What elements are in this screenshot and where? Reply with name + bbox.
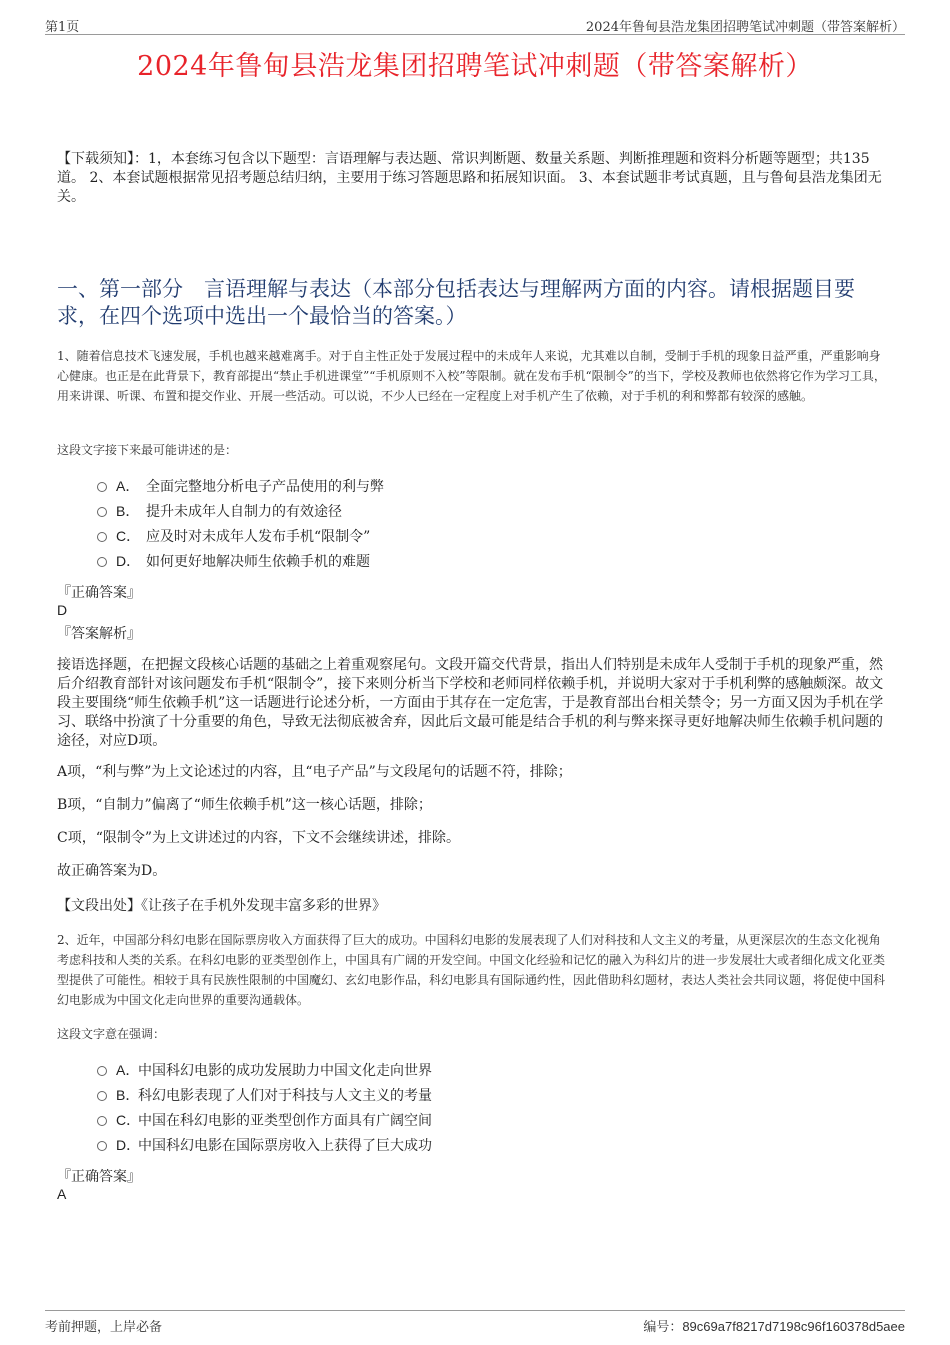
analysis-label: 『答案解析』 — [57, 626, 141, 642]
radio-icon[interactable] — [97, 532, 107, 542]
option-text: 中国在科幻电影的亚类型创作方面具有广阔空间 — [138, 1112, 432, 1129]
answer-label: 『正确答案』 — [57, 1169, 141, 1185]
option-text: 中国科幻电影的成功发展助力中国文化走向世界 — [138, 1062, 432, 1079]
question-2-options — [97, 1057, 432, 1157]
page-title: 2024年鲁甸县浩龙集团招聘笔试冲刺题（带答案解析） — [137, 51, 813, 82]
answer-value: A — [57, 1186, 67, 1202]
option-letter: B． — [116, 502, 140, 519]
analysis-paragraph: 接语选择题，在把握文段核心话题的基础之上着重观察尾句。文段开篇交代背景，指出人们特别是未成年人受制于手机的现象严重，然后介绍教育部针对该问题发布手机“限制令”，接下来则分析当下学校和老师同样依赖手机，并说明大家对于手机利弊的感触颇深。故文段主要围绕“师生依赖手机”这一话题进行论述分析，一方面由于其存在一定危害，于是教育部出台相关禁令；另一方面又因为手机在学习、联络中扮演了十分重要的角色，导致无法彻底被舍弃，因此后文最可能是结合手机的利与弊来探寻更好地解决师生依赖手机问题的途径，对应D项。 — [57, 657, 884, 749]
option-text: 科幻电影表现了人们对于科技与人文主义的考量 — [138, 1087, 432, 1104]
option-letter: B． — [116, 1086, 140, 1103]
section-title: 一、第一部分 言语理解与表达（本部分包括表达与理解两方面的内容。请根据题目要求，在四个选项中选出一个最恰当的答案。） — [57, 277, 855, 328]
page-header — [45, 14, 905, 35]
option-letter: D． — [116, 552, 141, 569]
option-c[interactable] — [97, 523, 384, 548]
radio-icon[interactable] — [97, 1091, 107, 1101]
option-text: 全面完整地分析电子产品使用的利与弊 — [146, 478, 384, 495]
document-code — [643, 1316, 905, 1335]
option-text: 中国科幻电影在国际票房收入上获得了巨大成功 — [138, 1137, 432, 1154]
option-letter: C． — [116, 527, 141, 544]
option-b[interactable] — [97, 1082, 432, 1107]
code-label: 编号： — [643, 1320, 683, 1335]
radio-icon[interactable] — [97, 1116, 107, 1126]
option-text: 应及时对未成年人发布手机“限制令” — [146, 528, 371, 545]
radio-icon[interactable] — [97, 557, 107, 567]
option-letter: C． — [116, 1111, 141, 1128]
analysis-option-c: C项，“限制令”为上文讲述过的内容，下文不会继续讲述，排除。 — [57, 830, 461, 846]
option-c[interactable] — [97, 1107, 432, 1132]
footer-slogan: 考前押题，上岸必备 — [45, 1320, 163, 1335]
option-b[interactable] — [97, 498, 384, 523]
analysis-option-b: B项，“自制力”偏离了“师生依赖手机”这一核心话题，排除； — [57, 797, 432, 813]
question-1-options — [97, 473, 384, 573]
source-citation: 【文段出处】《让孩子在手机外发现丰富多彩的世界》 — [57, 898, 386, 914]
analysis-option-a: A项，“利与弊”为上文论述过的内容，且“电子产品”与文段尾句的话题不符，排除； — [57, 764, 572, 780]
question-1-prompt: 这段文字接下来最可能讲述的是： — [57, 443, 238, 457]
radio-icon[interactable] — [97, 1141, 107, 1151]
option-letter: D． — [116, 1136, 141, 1153]
option-d[interactable] — [97, 548, 384, 573]
radio-icon[interactable] — [97, 482, 107, 492]
question-1-stem: 1、随着信息技术飞速发展，手机也越来越难离手。对于自主性正处于发展过程中的未成年人来说，尤其难以自制，受制于手机的现象日益严重，严重影响身心健康。也正是在此背景下，教育部提出“禁止手机进课堂”“手机原则不入校”等限制。就在发布手机“限制令”的当下，学校及教师也依然将它作为学习工具，用来讲课、听课、布置和提交作业、开展一些活动。可以说，不少人已经在一定程度上对手机产生了依赖，对于手机的利和弊都有较深的感触。 — [57, 349, 886, 403]
radio-icon[interactable] — [97, 1066, 107, 1076]
answer-value: D — [57, 602, 68, 618]
download-notice: 【下载须知】：1，本套练习包含以下题型：言语理解与表达题、常识判断题、数量关系题、判断推理题和资料分析题等题型；共135道。 2、本套试题根据常见招考题总结归纳，主要用于练习答题思路和拓展知识面。 3、本套试题非考试真题，且与鲁甸县浩龙集团无关。 — [57, 151, 882, 205]
answer-label: 『正确答案』 — [57, 585, 141, 601]
question-2-stem: 2、近年，中国部分科幻电影在国际票房收入方面获得了巨大的成功。中国科幻电影的发展表现了人们对科技和人文主义的考量，从更深层次的生态文化视角考虑科技和人类的关系。在科幻电影的亚类型创作上，中国具有广阔的开发空间。中国文化经验和记忆的融入为科幻片的进一步发展壮大或者细化成文化亚类型提供了可能性。相较于具有民族性限制的中国魔幻、玄幻电影作品，科幻电影具有国际通约性，因此借助科幻题材，表达人类社会共同议题，将促使中国科幻电影成为中国文化走向世界的重要沟通载体。 — [57, 933, 886, 1007]
header-doc-title: 2024年鲁甸县浩龙集团招聘笔试冲刺题（带答案解析） — [585, 20, 905, 35]
option-d[interactable] — [97, 1132, 432, 1157]
option-text: 提升未成年人自制力的有效途径 — [146, 503, 342, 520]
question-2-prompt: 这段文字意在强调： — [57, 1027, 166, 1041]
option-a[interactable] — [97, 473, 384, 498]
page-number: 第1页 — [45, 20, 80, 35]
option-letter: A． — [116, 477, 140, 494]
code-value: 89c69a7f8217d7198c96f160378d5aee — [682, 1319, 905, 1334]
page-footer — [45, 1310, 905, 1335]
option-a[interactable] — [97, 1057, 432, 1082]
radio-icon[interactable] — [97, 507, 107, 517]
analysis-conclusion: 故正确答案为D。 — [57, 863, 167, 879]
option-text: 如何更好地解决师生依赖手机的难题 — [146, 553, 370, 570]
option-letter: A． — [116, 1061, 140, 1078]
